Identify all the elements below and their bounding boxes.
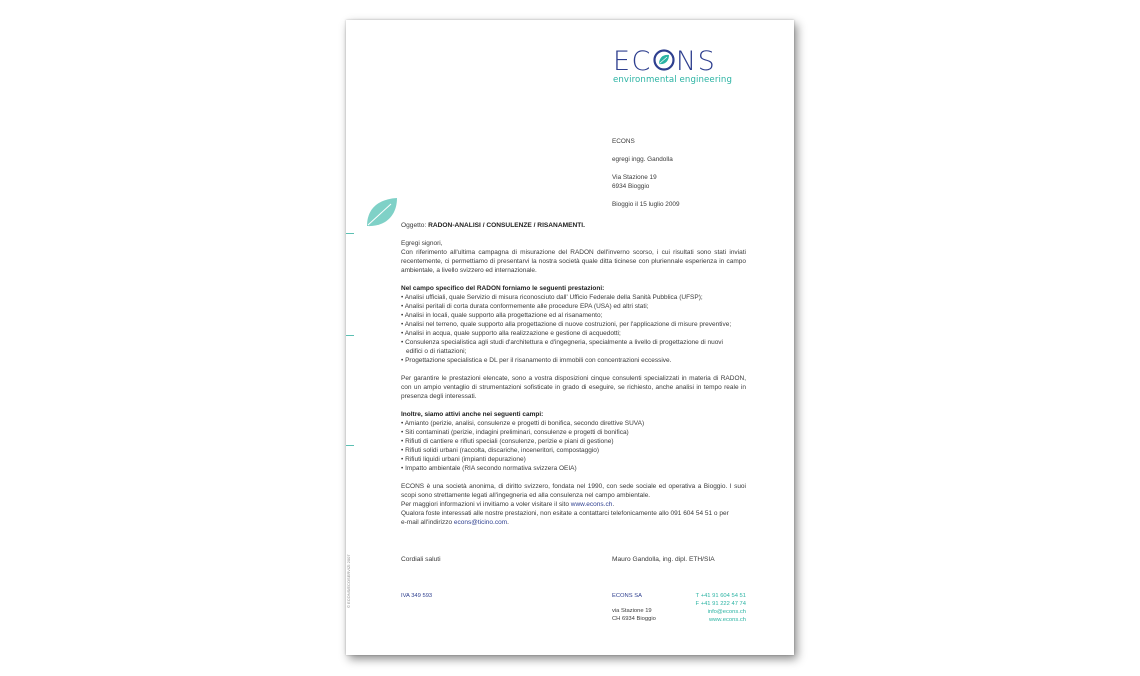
- logo-text-post: NS: [675, 46, 717, 77]
- list-item: • Analisi in locali, quale supporto alla progettazione ed al risanamento;: [401, 312, 603, 319]
- email-line: [401, 518, 746, 527]
- punctuation: .: [507, 519, 509, 526]
- list-item: • Analisi peritali di corta durata conformemente alle procedure EPA (USA) ed altri stati;: [401, 303, 649, 310]
- website-text: Per maggiori informazioni vi invitiamo a voler visitare il sito: [401, 501, 571, 508]
- letter-body: [401, 239, 746, 527]
- contact-line: Qualora foste interessati alle nostre prestazioni, non esitate a contattarci telefonicamente allo 091 604 54 51 o per: [401, 510, 729, 517]
- list-item: • Rifiuti solidi urbani (raccolta, discariche, inceneritori, compostaggio): [401, 447, 600, 454]
- punctuation: .: [612, 501, 615, 508]
- recipient-street: Via Stazione 19: [612, 174, 657, 181]
- footer-phone: T +41 91 604 54 51: [695, 593, 746, 599]
- letter-date: Bioggio il 15 luglio 2009: [612, 201, 680, 208]
- recipient-city: 6934 Bioggio: [612, 183, 650, 190]
- signature-name: Mauro Gandolla, ing. dipl. ETH/SIA: [612, 556, 715, 563]
- company-logo: [613, 46, 753, 85]
- logo-text-pre: EC: [613, 46, 652, 77]
- intro-paragraph: Con riferimento all'ultima campagna di misurazione del RADON dell'inverno scorso, i cui risultati sono stati inviati recentemente, ci permettiamo di presentarvi la nostra società quale ditta ticinese con pluriennale esperienza in campo ambientale, a livello svizzero ed internazionale.: [401, 249, 746, 274]
- services-heading: Nel campo specifico del RADON forniamo le seguenti prestazioni:: [401, 285, 605, 292]
- footer-website[interactable]: www.econs.ch: [708, 617, 746, 623]
- list-item: • Amianto (perizie, analisi, consulenze e progetti di bonifica, secondo direttive SUVA): [401, 420, 645, 427]
- company-paragraph: ECONS è una società anonima, di diritto svizzero, fondata nel 1990, con sede sociale ed operativa a Bioggio. I suoi scopi sono strettamente legati all'ingegneria ed alla consulenza nel campo ambientale.: [401, 483, 746, 499]
- footer-street: via Stazione 19: [612, 608, 652, 614]
- fold-mark: [346, 445, 354, 446]
- other-fields-heading: Inoltre, siamo attivi anche nei seguenti campi:: [401, 411, 544, 418]
- leaf-icon: [653, 49, 675, 75]
- list-item: • Consulenza specialistica agli studi d'architettura e d'ingegneria, specialmente a livello di progettazione di nuovi: [401, 339, 724, 346]
- subject-text: RADON-ANALISI / CONSULENZE / RISANAMENTI.: [428, 222, 585, 229]
- recipient-company: ECONS: [612, 138, 635, 145]
- list-item: • Rifiuti liquidi urbani (impianti depurazione): [401, 456, 526, 463]
- salutation: Cordiali saluti: [401, 556, 441, 563]
- list-item: • Progettazione specialistica e DL per il risanamento di immobili con concentrazioni eccessive.: [401, 357, 672, 364]
- fold-mark: [346, 335, 354, 336]
- letter-page: [346, 20, 794, 655]
- email-link[interactable]: econs@ticino.com: [453, 519, 508, 526]
- side-copyright: © ECONS/ECOSERVIZI 2007: [346, 554, 351, 608]
- footer-company: ECONS SA: [612, 593, 642, 599]
- footer-email[interactable]: info@econs.ch: [707, 609, 746, 615]
- list-item: • Analisi nel terreno, quale supporto alla progettazione di nuove costruzioni, per l'applicazione di misure preventive;: [401, 321, 732, 328]
- greeting: Egregi signori,: [401, 240, 443, 247]
- list-item: • Rifiuti di cantiere e rifiuti speciali (consulenze, perizie e piani di gestione): [401, 438, 614, 445]
- list-item: edifici o di riattazioni;: [406, 348, 467, 355]
- footer-fax: F +41 91 222 47 74: [695, 601, 746, 607]
- subject-label: Oggetto:: [401, 222, 427, 229]
- list-item: • Impatto ambientale (RIA secondo normativa svizzera OEIA): [401, 465, 577, 472]
- logo-tagline: environmental engineering: [613, 75, 733, 85]
- list-item: • Analisi ufficiali, quale Servizio di misura riconosciuto dall' Ufficio Federale della Sanità Pubblica (UFSP);: [401, 294, 703, 301]
- list-item: • Analisi in acqua, quale supporto alla realizzazione e gestione di acquedotti;: [401, 330, 621, 337]
- recipient-attention: egregi ingg. Gandolla: [612, 156, 673, 163]
- fold-mark: [346, 233, 354, 234]
- consultants-paragraph: Per garantire le prestazioni elencate, sono a vostra disposizioni cinque consulenti specializzati in materia di RADON, con un ampio ventaglio di strumentazioni sofisticate in grado di eseguire, se richiesto, anche analisi in tempo reale in presenza degli interessati.: [401, 375, 746, 400]
- footer-vat: IVA 349 593: [401, 593, 433, 599]
- list-item: • Siti contaminati (perizie, indagini preliminari, consulenze e progetti di bonifica): [401, 429, 629, 436]
- footer-city: CH 6934 Bioggio: [612, 616, 656, 622]
- website-link[interactable]: www.econs.ch: [570, 501, 613, 508]
- email-text: e-mail all'indirizzo: [401, 519, 454, 526]
- subject-line: [401, 221, 585, 230]
- side-leaf-icon: [365, 196, 399, 233]
- website-line: [401, 500, 746, 509]
- logo-wordmark: [613, 46, 753, 77]
